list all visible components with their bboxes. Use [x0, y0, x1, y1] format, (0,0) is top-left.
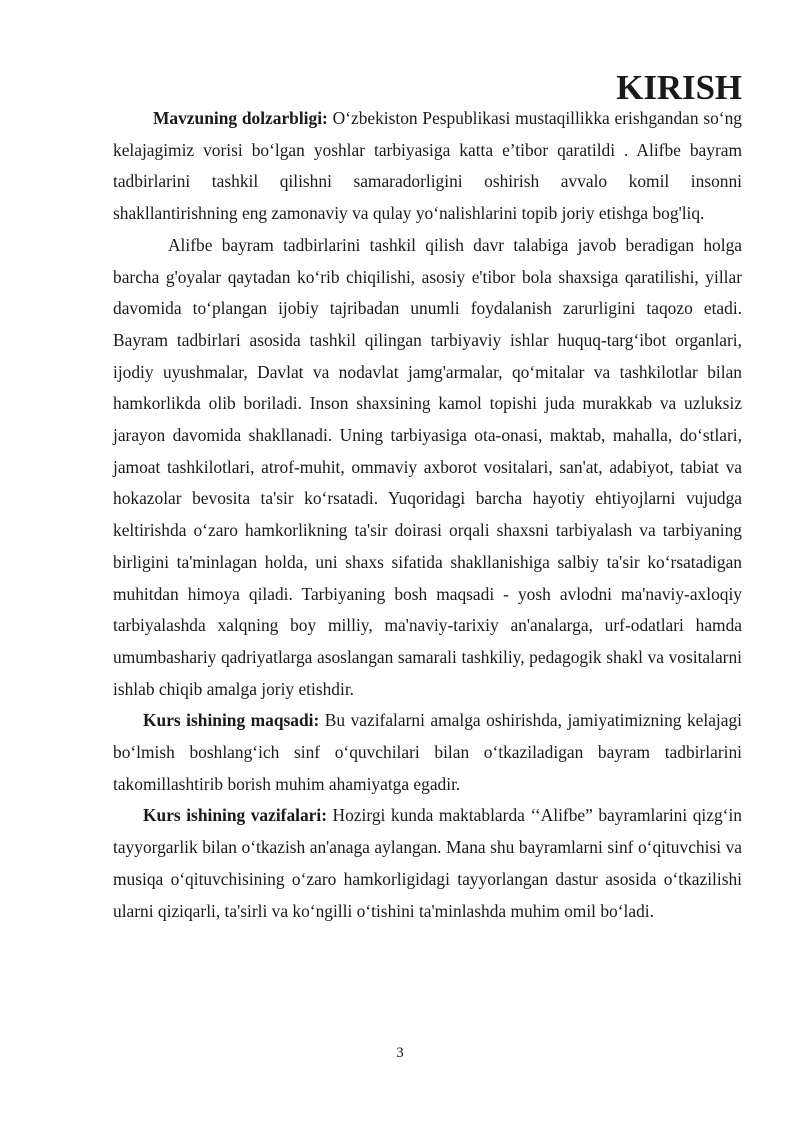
paragraph-relevance — [113, 103, 742, 230]
paragraph-label-tasks: Kurs ishining vazifalari: — [143, 805, 328, 826]
paragraph-goal — [113, 705, 742, 800]
paragraph-text-body: Alifbe bayram tadbirlarini tashkil qilish davr talabiga javob beradigan holga barcha g'oyalar qaytadan ko‘rib chiqilishi, asosiy e'tibor bola shaxsiga qaratilishi, yillar davomida to‘plangan ijobiy tajribadan unumli foydalanish zarurligini taqozo etadi. Bayram tadbirlari asosida tashkil qilingan tarbiyaviy ishlar huquq-targ‘ibot organlari, ijodiy uyushmalar, Davlat va nodavlat jamg'armalar, qo‘mitalar va tashkilotlar bilan hamkorlikda olib boriladi. Inson shaxsining kamol topishi juda murakkab va uzluksiz jarayon davomida shakllanadi. Uning tarbiyasiga ota-onasi, maktab, mahalla, do‘stlari, jamoat tashkilotlari, atrof-muhit, ommaviy axborot vositalari, san'at, adabiyot, tabiat va hokazolar bevosita ta'sir ko‘rsatadi. Yuqoridagi barcha hayotiy ehtiyojlarni vujudga keltirishda o‘zaro hamkorlikning ta'sir doirasi orqali shaxsni tarbiyalash va tarbiyaning birligini ta'minlagan holda, uni shaxs sifatida shakllanishiga salbiy ta'sir ko‘rsatadigan muhitdan himoya qiladi. Tarbiyaning bosh maqsadi - yosh avlodni ma'naviy-axloqiy tarbiyalashda xalqning boy milliy, ma'naviy-tarixiy an'analarga, urf-odatlari hamda umumbashariy qadriyatlarga asoslangan samarali tashkiliy, pedagogik shakl va vositalarni ishlab chiqib amalga joriy etishdir. — [113, 234, 742, 699]
page-number: 3 — [396, 1045, 404, 1061]
paragraph-tasks — [113, 800, 742, 927]
section-heading: KIRISH — [616, 68, 742, 107]
paragraph-text-relevance: O‘zbekiston Pespublikasi mustaqillikka erishgandan so‘ng kelajagimiz vorisi bo‘lgan yoshlar tarbiyasiga katta e’tibor qaratildi . Alifbe bayram tadbirlarini tashkil qilishni samaradorligini oshirish avvalo komil insonni shakllantirishning eng zamonaviy va qulay yo‘nalishlarini topib joriy etishga bog'liq. — [113, 108, 742, 224]
paragraph-body — [113, 230, 742, 706]
paragraph-text-tasks: Hozirgi kunda maktablarda ‘‘Alifbe” bayramlarini qizg‘in tayyorgarlik bilan o‘tkazish an'anaga aylangan. Mana shu bayramlarni sinf o‘qituvchisi va musiqa o‘qituvchisining o‘zaro hamkorligidagi tayyorlangan dastur asosida o‘tkazilishi ularni qiziqarli, ta'sirli va ko‘ngilli o‘tishini ta'minlashda muhim omil bo‘ladi. — [113, 805, 742, 921]
paragraph-text-goal: Bu vazifalarni amalga oshirishda, jamiyatimizning kelajagi bo‘lmish boshlang‘ich sinf o‘quvchilari bilan o‘tkaziladigan bayram tadbirlarini takomillashtirib borish muhim ahamiyatga egadir. — [113, 710, 743, 794]
paragraph-label-goal: Kurs ishining maqsadi: — [143, 710, 320, 731]
page-content — [113, 68, 743, 927]
paragraph-label-relevance: Mavzuning dolzarbligi: — [153, 108, 328, 128]
